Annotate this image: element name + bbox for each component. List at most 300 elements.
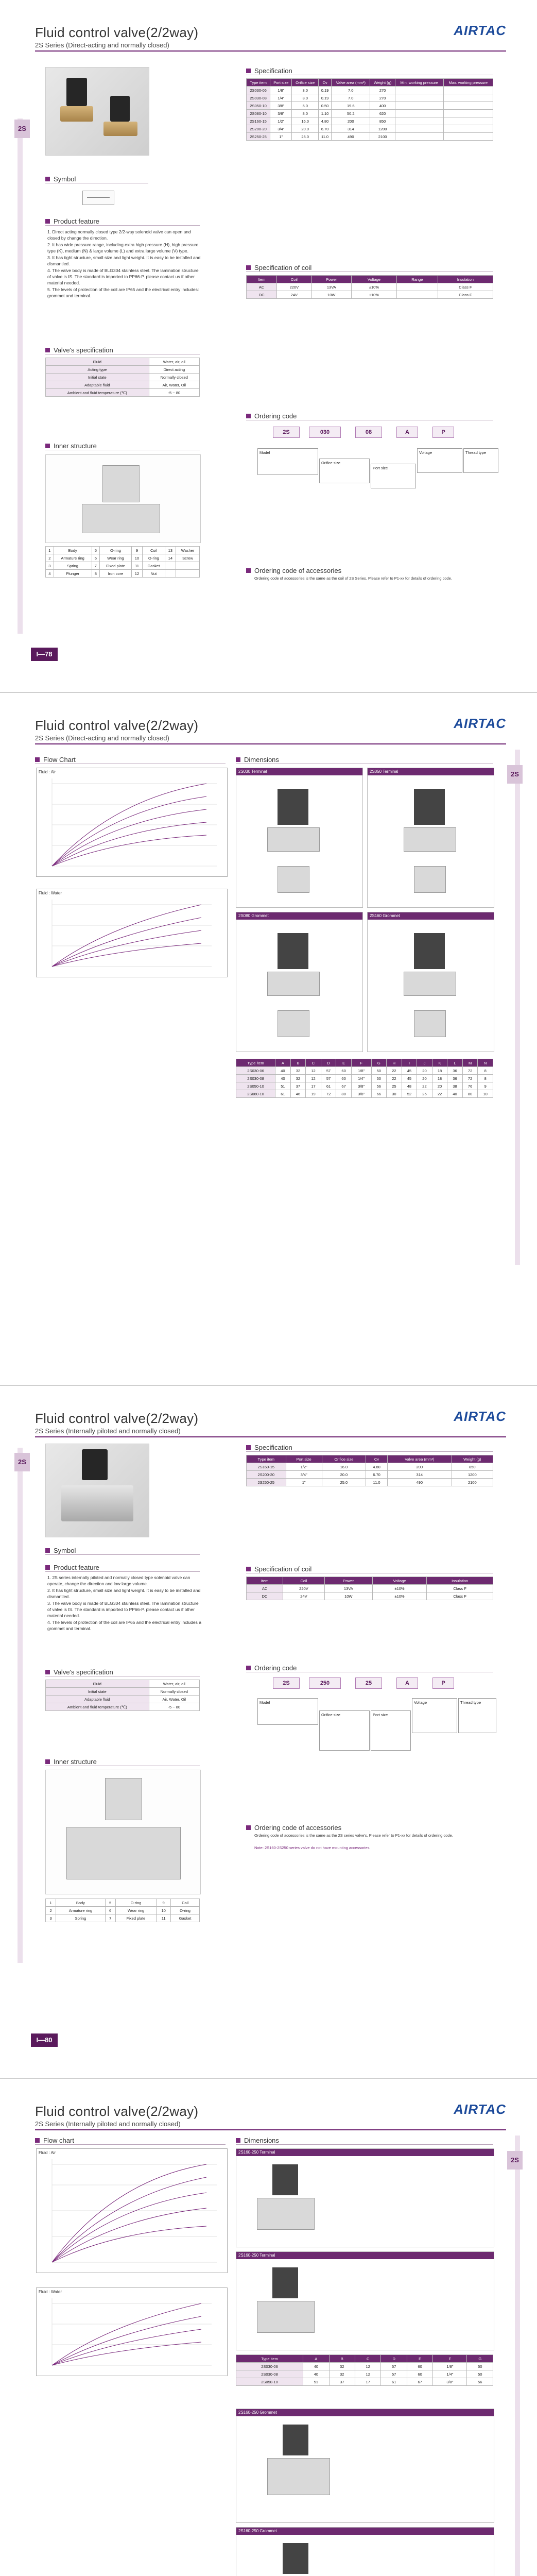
cell: 20: [417, 1075, 432, 1082]
th: Coil: [283, 1577, 325, 1585]
cell: 19: [306, 1090, 321, 1098]
cell: 3/8": [270, 110, 292, 117]
chart-air-plot: [37, 2149, 226, 2272]
dimension-drawing: [236, 2148, 494, 2247]
valve-body-shape: [61, 1485, 133, 1521]
th: Min. working pressure: [395, 79, 443, 87]
cell: 2S030-08: [236, 1075, 275, 1082]
cell: 2: [46, 554, 54, 562]
cell: 18: [432, 1067, 447, 1075]
cell: Washer: [176, 547, 200, 554]
drawing-coil: [272, 2267, 298, 2298]
cell: 2S160-15: [247, 1463, 286, 1471]
valve-body-shape: [60, 106, 93, 122]
cell: 20: [417, 1067, 432, 1075]
cell: 2S200-20: [247, 1471, 286, 1479]
cell: [443, 110, 493, 117]
chart-water-plot: [37, 889, 226, 976]
cell: [176, 570, 200, 578]
page-3: [0, 1386, 537, 2078]
cell: 850: [370, 117, 395, 125]
cell: 7: [92, 562, 100, 570]
legend-text: Orifice size: [321, 461, 341, 465]
cell: 270: [370, 87, 395, 94]
cell: 57: [381, 2370, 407, 2378]
cell: 10: [157, 1907, 171, 1914]
chart-title: Fluid : Air: [39, 2150, 56, 2155]
flow-chart-title: Flow chart: [35, 2137, 74, 2144]
cell: [443, 125, 493, 133]
drawing-coil: [105, 1778, 142, 1820]
th: Type item: [247, 1455, 286, 1463]
cell: 4: [46, 570, 54, 578]
brand-logo: AIRTAC: [454, 2102, 506, 2117]
dimension-drawing: [367, 768, 494, 908]
cell: 18: [432, 1075, 447, 1082]
drawing-coil: [414, 789, 445, 825]
page-title: Fluid control valve(2/2way): [35, 718, 199, 733]
cell: 1200: [452, 1471, 493, 1479]
legend-text: Orifice size: [321, 1713, 341, 1717]
legend-text: Thread type: [460, 1700, 481, 1705]
cell: 46: [290, 1090, 306, 1098]
cell: 2S030-06: [236, 2363, 303, 2370]
product-photo: [45, 67, 149, 156]
th: Cv: [318, 79, 331, 87]
legend-text: Model: [259, 450, 270, 455]
cell: [395, 133, 443, 141]
cell: [443, 87, 493, 94]
cell: Gasket: [143, 562, 165, 570]
th: Power: [311, 276, 352, 283]
cell: 1/8": [270, 87, 292, 94]
cell: 52: [402, 1090, 417, 1098]
cell: 12: [306, 1075, 321, 1082]
th: E: [407, 2355, 432, 2363]
cell: 57: [321, 1067, 336, 1075]
th: I: [402, 1059, 417, 1067]
legend-text: Model: [259, 1700, 270, 1705]
cell: 3.0: [292, 94, 319, 102]
cell: 200: [387, 1463, 452, 1471]
cell: AC: [247, 283, 277, 291]
cell: 314: [332, 125, 370, 133]
page-4: [0, 2079, 537, 2576]
cell: 60: [336, 1075, 352, 1082]
page-subtitle: 2S Series (Internally piloted and normally closed): [35, 1427, 181, 1435]
flow-chart-water: [36, 889, 228, 977]
th: Range: [396, 276, 438, 283]
cell: 25: [387, 1082, 402, 1090]
cell: Body: [54, 547, 92, 554]
page-subtitle: 2S Series (Internally piloted and normally closed): [35, 2120, 181, 2128]
dimensions-table: [236, 2354, 493, 2386]
spec-key: Fluid: [46, 1680, 149, 1688]
specification-table: [246, 1455, 493, 1486]
th: J: [417, 1059, 432, 1067]
cell: 7.0: [332, 87, 370, 94]
ordering-acc-title: Ordering code of accessories: [246, 1824, 341, 1832]
spec-key: Adaptable fluid: [46, 1696, 149, 1703]
cell: 0.19: [318, 94, 331, 102]
cell: 50.2: [332, 110, 370, 117]
cell: 3: [46, 562, 54, 570]
spec-coil-title: Specification of coil: [246, 264, 311, 272]
cell: 60: [407, 2363, 432, 2370]
th: Orifice size: [292, 79, 319, 87]
cell: [443, 117, 493, 125]
code-segment: 25: [355, 1677, 382, 1689]
drawing-body: [267, 972, 320, 996]
cell: 4.80: [318, 117, 331, 125]
flow-chart-air: [36, 2148, 228, 2273]
cell: 61: [321, 1082, 336, 1090]
cell: 8: [92, 570, 100, 578]
cell: 1/2": [270, 117, 292, 125]
cell: 76: [462, 1082, 478, 1090]
cell: 11: [157, 1914, 171, 1922]
spec-key: Adaptable fluid: [46, 381, 149, 389]
page-2: [0, 693, 537, 1385]
cell: 0.50: [318, 102, 331, 110]
cell: 12: [355, 2370, 380, 2378]
cell: 8: [478, 1067, 493, 1075]
side-tab: 2S: [507, 765, 523, 784]
side-strip: [515, 2136, 520, 2576]
inner-structure-title: Inner structure: [45, 442, 97, 450]
th: Insulation: [438, 276, 493, 283]
cell: 1/8": [433, 2363, 467, 2370]
cell: 25.0: [322, 1479, 366, 1486]
inner-structure-drawing: [45, 1770, 201, 1894]
th: C: [306, 1059, 321, 1067]
spec-val: Direct acting: [149, 366, 199, 374]
cell: 400: [370, 102, 395, 110]
cell: 9: [131, 547, 143, 554]
cell: 57: [381, 2363, 407, 2370]
flow-chart-water: [36, 2287, 228, 2376]
chart-title: Fluid : Water: [39, 2290, 62, 2294]
cell: 8.0: [292, 110, 319, 117]
cell: 9: [157, 1899, 171, 1907]
drawing-base: [414, 1010, 446, 1037]
code-legend: [319, 459, 370, 483]
cell: 6.70: [318, 125, 331, 133]
cell: [176, 562, 200, 570]
th: Item: [247, 276, 277, 283]
spec-coil-title: Specification of coil: [246, 1565, 311, 1573]
dimensions-rule: [236, 2144, 493, 2145]
valve-spec-title: Valve's specification: [45, 1668, 113, 1676]
cell: Class F: [427, 1592, 493, 1600]
cell: DC: [247, 1592, 283, 1600]
cell: [395, 102, 443, 110]
cell: 1/2": [286, 1463, 322, 1471]
drawing-body: [404, 972, 456, 996]
cell: 60: [407, 2370, 432, 2378]
coil-shape-2: [110, 96, 130, 122]
cell: 22: [387, 1067, 402, 1075]
cell: 45: [402, 1067, 417, 1075]
drawing-label: 2S160-250 Terminal: [236, 2252, 494, 2259]
code-segment: P: [432, 427, 454, 438]
cell: 2S080-10: [247, 110, 270, 117]
flow-chart-rule: [35, 2144, 226, 2145]
side-tab: 2S: [14, 120, 30, 138]
brand-logo: AIRTAC: [454, 1409, 506, 1424]
code-segment: 2S: [273, 1677, 300, 1689]
legend-text: Port size: [373, 466, 388, 470]
spec-val: Water, air, oil: [149, 358, 199, 366]
cell: 22: [417, 1082, 432, 1090]
cell: 3/4": [286, 1471, 322, 1479]
cell: [165, 562, 176, 570]
cell: 16.0: [322, 1463, 366, 1471]
cell: Class F: [438, 283, 493, 291]
th: Valve area (mm²): [387, 1455, 452, 1463]
cell: Gasket: [171, 1914, 200, 1922]
cell: 10: [131, 554, 143, 562]
code-segment: 2S: [273, 427, 300, 438]
th: Orifice size: [322, 1455, 366, 1463]
side-strip: [18, 118, 23, 634]
cell: 5.0: [292, 102, 319, 110]
drawing-body: [257, 2301, 315, 2333]
drawing-base: [278, 1010, 309, 1037]
th: B: [290, 1059, 306, 1067]
cell: O-ring: [115, 1899, 156, 1907]
cell: Screw: [176, 554, 200, 562]
flow-chart-title: Flow Chart: [35, 756, 76, 764]
code-legend: [417, 448, 462, 473]
drawing-body: [267, 2458, 330, 2495]
symbol-rule: [45, 1554, 200, 1555]
cell: 37: [329, 2378, 355, 2386]
th: B: [329, 2355, 355, 2363]
product-feature-rule: [45, 225, 200, 226]
th: Port size: [286, 1455, 322, 1463]
cell: 1/4": [433, 2370, 467, 2378]
cell: 3/4": [270, 125, 292, 133]
th: Port size: [270, 79, 292, 87]
side-strip: [18, 1448, 23, 1963]
cell: 13: [165, 547, 176, 554]
cell: Spring: [56, 1914, 105, 1922]
cell: 1200: [370, 125, 395, 133]
cell: ±10%: [372, 1592, 426, 1600]
cell: 8: [478, 1075, 493, 1082]
th: C: [355, 2355, 380, 2363]
cell: [395, 125, 443, 133]
cell: 11.0: [366, 1479, 388, 1486]
dimension-drawing: [236, 768, 363, 908]
cell: 314: [387, 1471, 452, 1479]
drawing-body: [82, 504, 160, 533]
legend-text: Voltage: [419, 450, 432, 455]
cell: 17: [355, 2378, 380, 2386]
cell: O-ring: [100, 547, 131, 554]
inner-structure-drawing: [45, 454, 201, 543]
coil-shape: [82, 1449, 108, 1480]
cell: 12: [355, 2363, 380, 2370]
page-number: I—80: [31, 2033, 58, 2047]
cell: 0.19: [318, 87, 331, 94]
th: N: [478, 1059, 493, 1067]
cell: 3: [46, 1914, 56, 1922]
legend-text: Thread type: [465, 450, 487, 455]
cell: 56: [467, 2378, 493, 2386]
legend-text: Port size: [373, 1713, 388, 1717]
cell: 14: [165, 554, 176, 562]
cell: 2S250-25: [247, 133, 270, 141]
accessories-note-2: Note: 2S160-2S250 series valve do not have mounting accessories.: [254, 1845, 371, 1850]
th: Weight (g): [370, 79, 395, 87]
cell: 1: [46, 1899, 56, 1907]
inner-parts-table: [45, 1899, 200, 1922]
specification-title: Specification: [246, 1444, 292, 1451]
cell: ±10%: [372, 1585, 426, 1592]
th: Coil: [277, 276, 311, 283]
th: G: [371, 1059, 387, 1067]
specification-title: Specification: [246, 67, 292, 75]
cell: 36: [447, 1075, 463, 1082]
cell: [395, 87, 443, 94]
page-1: [0, 0, 537, 692]
cell: 5: [105, 1899, 115, 1907]
th: Type item: [247, 79, 270, 87]
cell: 490: [332, 133, 370, 141]
th: E: [336, 1059, 352, 1067]
cell: Armature ring: [54, 554, 92, 562]
spec-val: Air, Water, Oil: [149, 1696, 199, 1703]
drawing-label: 2S050 Terminal: [368, 768, 494, 775]
th: Voltage: [372, 1577, 426, 1585]
cell: Wear ring: [115, 1907, 156, 1914]
dimension-drawing: [236, 2251, 494, 2350]
cell: 80: [336, 1090, 352, 1098]
chart-water-plot: [37, 2288, 226, 2375]
cell: 13VA: [311, 283, 352, 291]
spec-key: Initial state: [46, 374, 149, 381]
code-legend: [319, 1710, 370, 1751]
side-tab: 2S: [507, 2151, 523, 2170]
product-feature-title: Product feature: [45, 217, 99, 225]
th: D: [381, 2355, 407, 2363]
cell: 10W: [324, 1592, 372, 1600]
cell: Body: [56, 1899, 105, 1907]
drawing-coil: [278, 933, 308, 969]
th: Cv: [366, 1455, 388, 1463]
th: K: [432, 1059, 447, 1067]
drawing-label: 2S160-250 Terminal: [236, 2149, 494, 2156]
cell: 37: [290, 1082, 306, 1090]
th: Max. working pressure: [443, 79, 493, 87]
cell: 45: [402, 1075, 417, 1082]
cell: 2100: [370, 133, 395, 141]
cell: 40: [447, 1090, 463, 1098]
code-segment: A: [396, 427, 418, 438]
cell: 1: [46, 547, 54, 554]
cell: 36: [447, 1067, 463, 1075]
cell: 2S050-10: [236, 1082, 275, 1090]
cell: 2S080-10: [236, 1090, 275, 1098]
th: A: [275, 1059, 291, 1067]
page-subtitle: 2S Series (Direct-acting and normally closed): [35, 41, 169, 49]
th: F: [351, 1059, 371, 1067]
cell: Spring: [54, 562, 92, 570]
cell: 80: [462, 1090, 478, 1098]
drawing-body: [267, 827, 320, 852]
cell: 72: [321, 1090, 336, 1098]
cell: [395, 94, 443, 102]
cell: 2S030-08: [247, 94, 270, 102]
symbol-title: Symbol: [45, 1547, 76, 1554]
drawing-label: 2S030 Terminal: [236, 768, 362, 775]
cell: AC: [247, 1585, 283, 1592]
cell: 3/8": [351, 1082, 371, 1090]
th: Power: [324, 1577, 372, 1585]
drawing-coil: [272, 2164, 298, 2195]
feature-item: 2. It has wide pressure range, including extra high pressure (H), high pressure type (K), medium (N) & large volume (L) and extra large volume (V) type.: [47, 242, 199, 253]
cell: 1/4": [270, 94, 292, 102]
drawing-coil: [283, 2425, 308, 2455]
cell: 67: [407, 2378, 432, 2386]
cell: 12: [306, 1067, 321, 1075]
cell: 7: [105, 1914, 115, 1922]
spec-key: Ambient and fluid temperature (℃): [46, 1703, 149, 1711]
cell: O-ring: [171, 1907, 200, 1914]
cell: O-ring: [143, 554, 165, 562]
cell: 7.0: [332, 94, 370, 102]
cell: 20.0: [322, 1471, 366, 1479]
feature-item: 3. The valve body is made of BLG304 stainless steel. The lamination structure of valve is IS. The standard is imported to PP66-P. please contact us if other material needed.: [47, 1601, 199, 1618]
cell: 50: [467, 2370, 493, 2378]
cell: Fixed plate: [100, 562, 131, 570]
cell: Class F: [438, 291, 493, 299]
cell: 1/4": [351, 1075, 371, 1082]
cell: 17: [306, 1082, 321, 1090]
feature-item: 5. The levels of protection of the coil are IP65 and the electrical entry includes: grommet and terminal.: [47, 287, 199, 298]
product-feature-title: Product feature: [45, 1564, 99, 1571]
cell: 19.6: [332, 102, 370, 110]
header-rule: [35, 50, 506, 52]
cell: 3/8": [433, 2378, 467, 2386]
ordering-acc-title: Ordering code of accessories: [246, 567, 341, 574]
spec-val: -5 ~ 80: [149, 1703, 199, 1711]
th: L: [447, 1059, 463, 1067]
th: F: [433, 2355, 467, 2363]
cell: 20.0: [292, 125, 319, 133]
th: Item: [247, 1577, 283, 1585]
cell: 11: [131, 562, 143, 570]
feature-list: [47, 1574, 202, 1632]
code-segment: 08: [355, 427, 382, 438]
ordering-code-title: Ordering code: [246, 1664, 297, 1672]
ordering-code-title: Ordering code: [246, 412, 297, 420]
brand-logo: AIRTAC: [454, 23, 506, 38]
code-legend: [412, 1698, 457, 1733]
chart-title: Fluid : Air: [39, 770, 56, 774]
cell: 270: [370, 94, 395, 102]
spec-key: Acting type: [46, 366, 149, 374]
symbol-line: [87, 197, 110, 198]
header-rule: [35, 1436, 506, 1437]
header-rule: [35, 743, 506, 744]
cell: 220V: [283, 1585, 325, 1592]
cell: 24V: [283, 1592, 325, 1600]
cell: 6: [105, 1907, 115, 1914]
drawing-coil: [102, 465, 140, 502]
